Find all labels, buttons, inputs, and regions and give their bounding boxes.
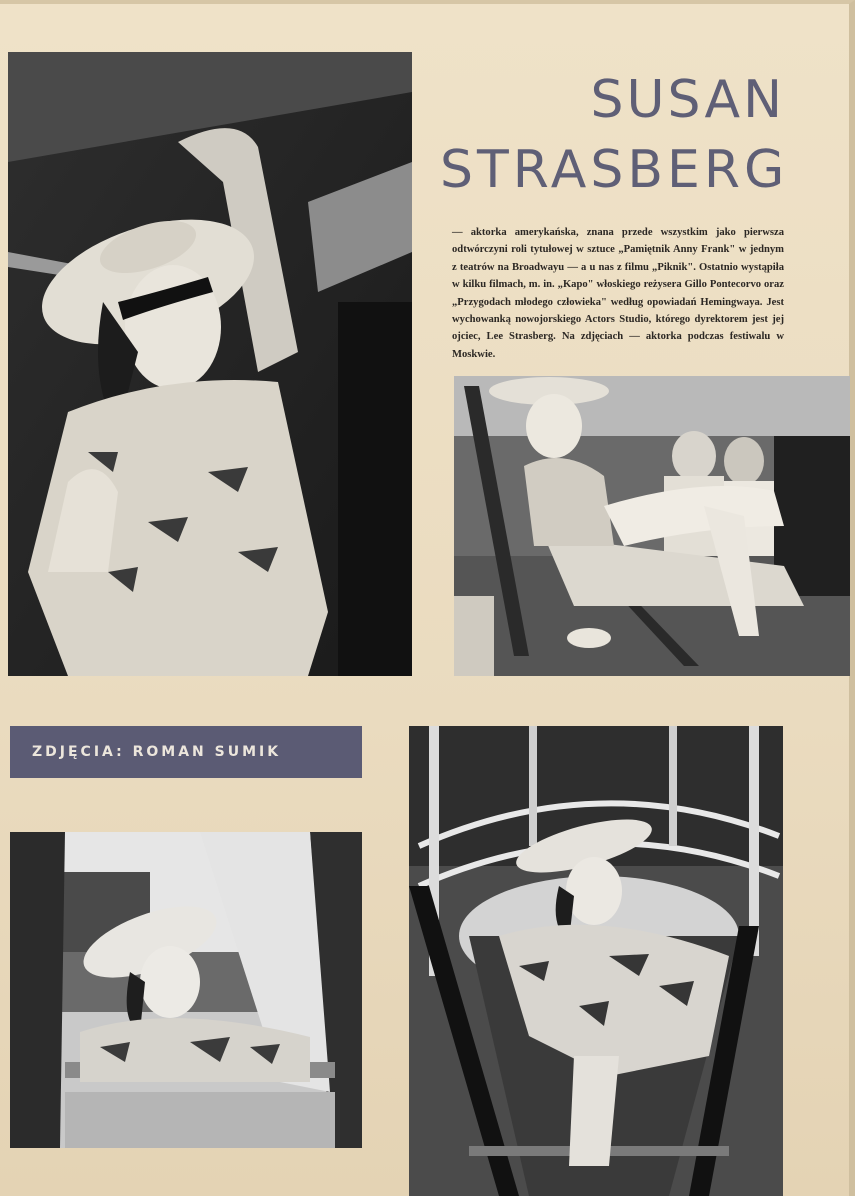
photo-waving-with-sunglasses	[8, 52, 412, 676]
article-title-first-name: SUSAN	[590, 70, 785, 130]
photo-on-ship-ladder	[409, 726, 783, 1196]
photo-at-window	[10, 832, 362, 1148]
article-body: — aktorka amerykańska, znana przede wszystkim jako pierwsza odtwórczyni roli tytułowej w sztuce „Pamiętnik Anny Frank" w jednym z teatrów na Broadwayu — a u nas z filmu „Piknik". Ostatnio wystąpiła w kilku filmach, m. in. „Kapo" włoskiego reżysera Gillo Pontecorvo oraz „Przygodach młodego człowieka" według opowiadań Hemingwaya. Jest wychowanką nowojorskiego Actors Studio, którego dyrektorem jest jej ojciec, Lee Strasberg. Na zdjęciach — aktorka podczas festiwalu w Moskwie.	[452, 227, 784, 360]
photo-deck-chair	[454, 376, 850, 676]
photo-credit-band: ZDJĘCIA: ROMAN SUMIK	[10, 726, 362, 778]
article-title-last-name: STRASBERG	[440, 140, 789, 200]
